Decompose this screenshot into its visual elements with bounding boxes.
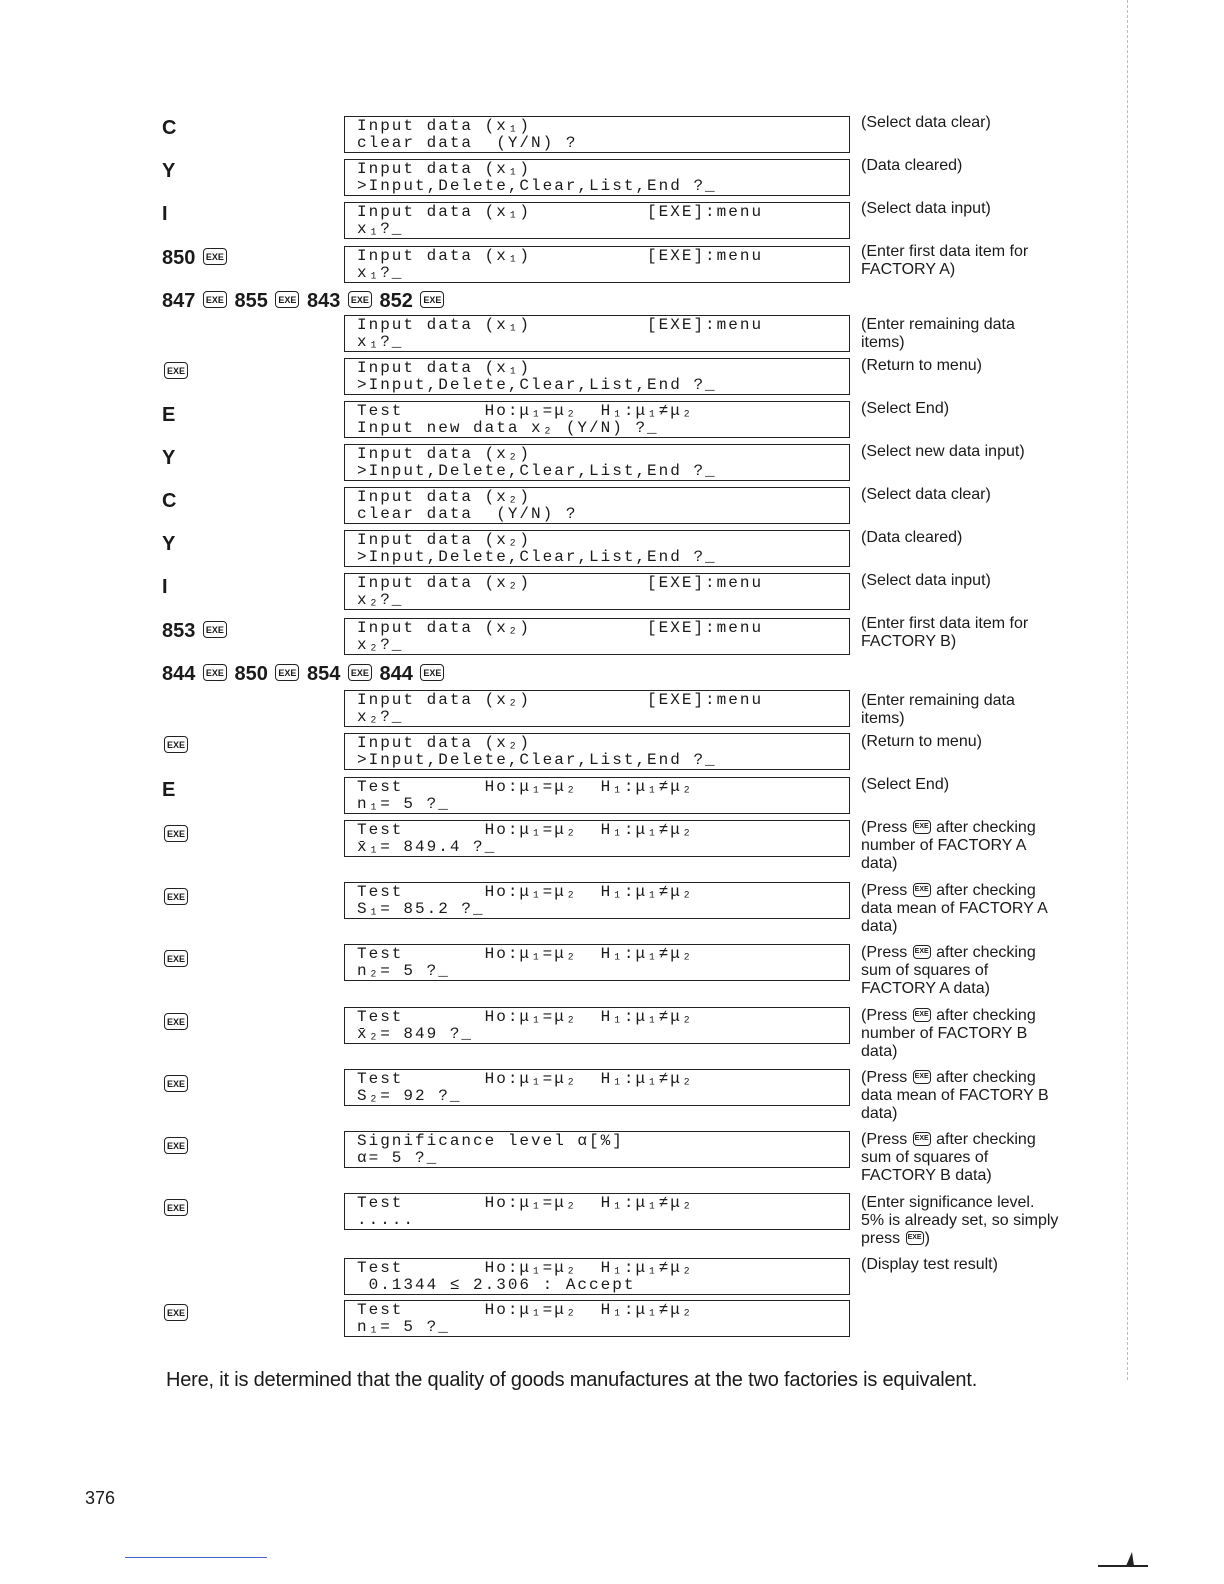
display-line-2: x₁?_ bbox=[357, 264, 404, 282]
display-line-1: Input data (x₂) bbox=[357, 734, 532, 752]
calculator-display bbox=[344, 246, 850, 283]
key-sequence bbox=[162, 887, 190, 909]
display-line-2: ..... bbox=[357, 1211, 416, 1229]
display-line-2: x̄₂= 849 ?_ bbox=[357, 1025, 474, 1043]
exe-key-icon: EXE bbox=[164, 888, 188, 905]
operation-note: (Data cleared) bbox=[861, 157, 963, 174]
operation-note: (Enter significance level. 5% is already set, so simply press EXE ) bbox=[861, 1194, 1059, 1247]
operation-note: (Select new data input) bbox=[861, 443, 1025, 460]
key-sequence bbox=[162, 1303, 190, 1325]
key-sequence: C bbox=[162, 490, 177, 512]
operation-note: (Data cleared) bbox=[861, 529, 963, 546]
calculator-display bbox=[344, 618, 850, 655]
operation-note: (Select data input) bbox=[861, 572, 991, 589]
display-line-2: x̄₁= 849.4 ?_ bbox=[357, 838, 497, 856]
exe-key-icon: EXE bbox=[164, 1137, 188, 1154]
calculator-display bbox=[344, 777, 850, 814]
key-sequence: 850 EXE bbox=[162, 247, 229, 269]
calculator-display bbox=[344, 573, 850, 610]
exe-key-icon: EXE bbox=[164, 1199, 188, 1216]
calculator-display bbox=[344, 690, 850, 727]
display-line-1: Test Ho:μ₁=μ₂ H₁:μ₁≠μ₂ bbox=[357, 1194, 694, 1212]
display-line-2: clear data (Y/N) ? bbox=[357, 505, 578, 523]
exe-key-icon: EXE bbox=[164, 1013, 188, 1030]
exe-key-icon: EXE bbox=[275, 664, 299, 681]
display-line-1: Input data (x₁) bbox=[357, 117, 532, 135]
operation-note: (Press EXE after checking data mean of FACTORY B data) bbox=[861, 1069, 1049, 1122]
calculator-display bbox=[344, 1007, 850, 1044]
exe-key-icon: EXE bbox=[913, 1070, 931, 1084]
key-sequence: 844 EXE 850 EXE 854 EXE 844 EXE bbox=[162, 663, 446, 685]
calculator-display bbox=[344, 944, 850, 981]
operation-note: (Select data clear) bbox=[861, 486, 991, 503]
calculator-display bbox=[344, 820, 850, 857]
display-line-1: Input data (x₁) [EXE]:menu bbox=[357, 316, 764, 334]
calculator-display bbox=[344, 315, 850, 352]
calculator-display bbox=[344, 882, 850, 919]
key-sequence bbox=[162, 1012, 190, 1034]
calculator-display bbox=[344, 1300, 850, 1337]
operation-note: (Select End) bbox=[861, 400, 950, 417]
display-line-2: x₁?_ bbox=[357, 333, 404, 351]
operation-note: (Enter first data item for FACTORY B) bbox=[861, 615, 1029, 650]
exe-key-icon: EXE bbox=[164, 1075, 188, 1092]
exe-key-icon: EXE bbox=[275, 291, 299, 308]
key-sequence: Y bbox=[162, 447, 176, 469]
exe-key-icon: EXE bbox=[164, 736, 188, 753]
exe-key-icon: EXE bbox=[203, 664, 227, 681]
key-sequence: I bbox=[162, 203, 168, 225]
operation-note: (Select End) bbox=[861, 776, 950, 793]
display-line-1: Input data (x₂) bbox=[357, 531, 532, 549]
footer-rule bbox=[125, 1557, 267, 1558]
key-sequence: C bbox=[162, 117, 177, 139]
operation-note: (Return to menu) bbox=[861, 733, 982, 750]
display-line-1: Test Ho:μ₁=μ₂ H₁:μ₁≠μ₂ bbox=[357, 883, 694, 901]
exe-key-icon: EXE bbox=[420, 664, 444, 681]
scan-margin-line bbox=[1127, 0, 1128, 1380]
display-line-2: x₂?_ bbox=[357, 636, 404, 654]
display-line-1: Input data (x₁) bbox=[357, 359, 532, 377]
exe-key-icon: EXE bbox=[906, 1231, 924, 1245]
display-line-1: Test Ho:μ₁=μ₂ H₁:μ₁≠μ₂ bbox=[357, 1259, 694, 1277]
exe-key-icon: EXE bbox=[203, 248, 227, 265]
display-line-2: x₂?_ bbox=[357, 591, 404, 609]
display-line-1: Test Ho:μ₁=μ₂ H₁:μ₁≠μ₂ bbox=[357, 821, 694, 839]
operation-note: (Display test result) bbox=[861, 1256, 998, 1273]
page-number: 376 bbox=[85, 1488, 116, 1508]
key-sequence bbox=[162, 824, 190, 846]
display-line-1: Test Ho:μ₁=μ₂ H₁:μ₁≠μ₂ bbox=[357, 945, 694, 963]
display-line-1: Input data (x₂) bbox=[357, 488, 532, 506]
display-line-2: x₁?_ bbox=[357, 220, 404, 238]
operation-note: (Select data input) bbox=[861, 200, 991, 217]
display-line-1: Input data (x₂) bbox=[357, 445, 532, 463]
calculator-display bbox=[344, 1193, 850, 1230]
key-sequence: 847 EXE 855 EXE 843 EXE 852 EXE bbox=[162, 290, 446, 312]
operation-note: (Return to menu) bbox=[861, 357, 982, 374]
key-sequence: I bbox=[162, 576, 168, 598]
calculator-display bbox=[344, 444, 850, 481]
display-line-2: S₂= 92 ?_ bbox=[357, 1087, 462, 1105]
calculator-display bbox=[344, 733, 850, 770]
exe-key-icon: EXE bbox=[420, 291, 444, 308]
key-sequence: E bbox=[162, 779, 176, 801]
display-line-1: Test Ho:μ₁=μ₂ H₁:μ₁≠μ₂ bbox=[357, 1301, 694, 1319]
exe-key-icon: EXE bbox=[348, 291, 372, 308]
calculator-display bbox=[344, 1069, 850, 1106]
corner-scan-mark bbox=[1098, 1548, 1148, 1568]
display-line-2: 0.1344 ≤ 2.306 : Accept bbox=[357, 1276, 636, 1294]
exe-key-icon: EXE bbox=[203, 621, 227, 638]
calculator-display bbox=[344, 1131, 850, 1168]
display-line-1: Input data (x₁) [EXE]:menu bbox=[357, 203, 764, 221]
key-sequence: Y bbox=[162, 533, 176, 555]
display-line-2: >Input,Delete,Clear,List,End ?_ bbox=[357, 548, 717, 566]
key-sequence bbox=[162, 949, 190, 971]
display-line-1: Significance level α[%] bbox=[357, 1132, 624, 1150]
exe-key-icon: EXE bbox=[913, 945, 931, 959]
operation-note: (Press EXE after checking number of FACTORY B data) bbox=[861, 1007, 1036, 1060]
calculator-display bbox=[344, 1258, 850, 1295]
display-line-1: Input data (x₁) [EXE]:menu bbox=[357, 247, 764, 265]
exe-key-icon: EXE bbox=[164, 950, 188, 967]
display-line-2: >Input,Delete,Clear,List,End ?_ bbox=[357, 462, 717, 480]
key-sequence bbox=[162, 1074, 190, 1096]
key-sequence bbox=[162, 735, 190, 757]
exe-key-icon: EXE bbox=[913, 883, 931, 897]
display-line-2: α= 5 ?_ bbox=[357, 1149, 439, 1167]
display-line-1: Input data (x₂) [EXE]:menu bbox=[357, 691, 764, 709]
exe-key-icon: EXE bbox=[348, 664, 372, 681]
display-line-1: Test Ho:μ₁=μ₂ H₁:μ₁≠μ₂ bbox=[357, 1070, 694, 1088]
display-line-2: >Input,Delete,Clear,List,End ?_ bbox=[357, 751, 717, 769]
exe-key-icon: EXE bbox=[164, 1304, 188, 1321]
display-line-2: clear data (Y/N) ? bbox=[357, 134, 578, 152]
calculator-display bbox=[344, 202, 850, 239]
display-line-2: x₂?_ bbox=[357, 708, 404, 726]
display-line-2: Input new data x₂ (Y/N) ?_ bbox=[357, 419, 659, 437]
calculator-display bbox=[344, 116, 850, 153]
display-line-1: Input data (x₂) [EXE]:menu bbox=[357, 574, 764, 592]
key-sequence: E bbox=[162, 404, 176, 426]
key-sequence: Y bbox=[162, 160, 176, 182]
display-line-1: Input data (x₂) [EXE]:menu bbox=[357, 619, 764, 637]
operation-note: (Enter first data item for FACTORY A) bbox=[861, 243, 1029, 278]
display-line-1: Test Ho:μ₁=μ₂ H₁:μ₁≠μ₂ bbox=[357, 778, 694, 796]
display-line-1: Input data (x₁) bbox=[357, 160, 532, 178]
exe-key-icon: EXE bbox=[164, 825, 188, 842]
key-sequence bbox=[162, 1136, 190, 1158]
exe-key-icon: EXE bbox=[913, 1008, 931, 1022]
display-line-2: >Input,Delete,Clear,List,End ?_ bbox=[357, 177, 717, 195]
calculator-display bbox=[344, 487, 850, 524]
exe-key-icon: EXE bbox=[913, 1132, 931, 1146]
operation-note: (Enter remaining data items) bbox=[861, 316, 1015, 351]
display-line-2: n₁= 5 ?_ bbox=[357, 795, 450, 813]
operation-note: (Press EXE after checking number of FACTORY A data) bbox=[861, 819, 1036, 872]
display-line-2: S₁= 85.2 ?_ bbox=[357, 900, 485, 918]
display-line-1: Test Ho:μ₁=μ₂ H₁:μ₁≠μ₂ bbox=[357, 1008, 694, 1026]
display-line-2: >Input,Delete,Clear,List,End ?_ bbox=[357, 376, 717, 394]
operation-note: (Press EXE after checking sum of squares of FACTORY B data) bbox=[861, 1131, 1036, 1184]
operation-note: (Press EXE after checking sum of squares of FACTORY A data) bbox=[861, 944, 1036, 997]
calculator-display bbox=[344, 159, 850, 196]
display-line-2: n₁= 5 ?_ bbox=[357, 1318, 450, 1336]
operation-note: (Enter remaining data items) bbox=[861, 692, 1015, 727]
key-sequence bbox=[162, 1198, 190, 1220]
display-line-1: Test Ho:μ₁=μ₂ H₁:μ₁≠μ₂ bbox=[357, 402, 694, 420]
conclusion-text: Here, it is determined that the quality of goods manufactures at the two factories is equivalent. bbox=[166, 1369, 978, 1391]
key-sequence: 853 EXE bbox=[162, 620, 229, 642]
operation-note: (Press EXE after checking data mean of FACTORY A data) bbox=[861, 882, 1047, 935]
calculator-display bbox=[344, 358, 850, 395]
key-sequence bbox=[162, 361, 190, 383]
exe-key-icon: EXE bbox=[913, 820, 931, 834]
display-line-2: n₂= 5 ?_ bbox=[357, 962, 450, 980]
calculator-display bbox=[344, 530, 850, 567]
exe-key-icon: EXE bbox=[164, 362, 188, 379]
calculator-display bbox=[344, 401, 850, 438]
operation-note: (Select data clear) bbox=[861, 114, 991, 131]
exe-key-icon: EXE bbox=[203, 291, 227, 308]
